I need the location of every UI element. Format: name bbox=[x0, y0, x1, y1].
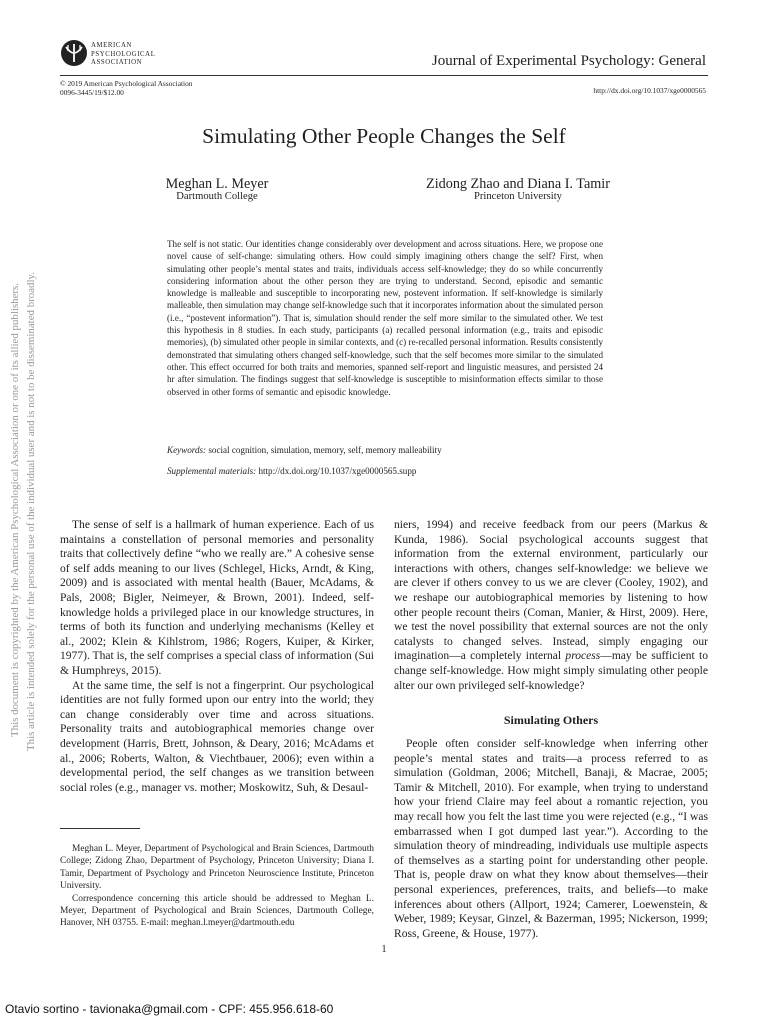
body-left-column bbox=[60, 518, 374, 795]
body-right-column-top bbox=[394, 518, 708, 693]
copyright-side-notice-1: This document is copyrighted by the American Psychological Association or one of its allied publishers. bbox=[9, 283, 21, 737]
author-note-affiliations: Meghan L. Meyer, Department of Psychological and Brain Sciences, Dartmouth College; Zidong Zhao, Department of Psychology, Princeton University; Diana I. Tamir, Department of Psychology and Princeton Neuroscience Institute, Princeton University. bbox=[60, 844, 374, 892]
text-run: —may be sufficient to change self-knowledge. How might simply simulating other people alter our own privileged self-knowledge? bbox=[394, 650, 708, 692]
author-note bbox=[60, 843, 374, 930]
logo-text-line-2: PSYCHOLOGICAL bbox=[91, 50, 156, 58]
copyright-line: © 2019 American Psychological Association bbox=[60, 79, 193, 88]
article-title: Simulating Other People Changes the Self bbox=[202, 124, 566, 148]
body-paragraph: People often consider self-knowledge when inferring other people’s mental states and traits—a process referred to as simulation (Goldman, 2006; Mitchell, Banaji, & Macrae, 2005; Tamir & Mitchell, 2010). For example, when trying to understand how your friend Claire may feel about a romantic rejection, you may recall how you felt the last time you were rejected (e.g., “I was embarrassed when I got dumped last year.”). According to the simulation theory of mindreading, individuals use multiple aspects of themselves as a starting point for understanding other people. That is, people draw on what they know about themselves—their personal experiences, preferences, traits, and beliefs—to make inferences about others (Allport, 1924; Camerer, Loewenstein, & Weber, 1989; Keysar, Ginzel, & Bazerman, 1995; Nickerson, 1999; Ross, Greene, & House, 1977). bbox=[394, 738, 708, 940]
abstract-text: The self is not static. Our identities change considerably over development and across situations. Here, we propose one novel cause of self-change: simulating others. How could simply imagining others change the self? First, when simulating other people’s mental states and traits, individuals access self-knowledge; they do so while concurrently considering information about the other person they are trying to understand. Second, episodic and semantic knowledge is malleable and susceptible to incorporating new, postevent information. If self-knowledge is similarly malleable, then simulation may change self-knowledge such that it incorporates information about the simulated person (i.e., “postevent information”). That is, simulation should render the self more similar to the simulated other. We test this hypothesis in 8 studies. In each study, participants (a) recalled personal information (e.g., traits and episodic memories), (b) simulated other people in similar contexts, and (c) re-recalled personal information. Results consistently demonstrated that simulating others changed self-knowledge, such that the self becomes more similar to the simulated other. This effect occurred for both traits and memories, spanned self-report and linguistic measures, and persisted 24 hr after simulation. The findings suggest that self-knowledge is susceptible to misinformation effects similar to those observed in other forms of semantic and episodic knowledge. bbox=[167, 239, 603, 397]
supplemental-label: Supplemental materials: bbox=[167, 466, 257, 476]
body-paragraph: The sense of self is a hallmark of human experience. Each of us maintains a constellation of personal memories and personality traits that collectively define “who we really are.” A cohesive sense of self adds meaning to our lives (Schlegel, Hicks, Arndt, & King, 2009) and is associated with mental health (Bauer, McAdams, & Pals, 2008; Bigler, Neimeyer, & Brown, 2001). Indeed, self-knowledge holds a privileged place in our knowledge structures, in terms of both its function and underlying mechanisms (Kelley et al., 2002; Klein & Kihlstrom, 1986; Rogers, Kuiper, & Kirker, 1977). That is, the self comprises a special class of information (Sui & Humphreys, 2015). bbox=[60, 519, 374, 677]
issn-line: 0096-3445/19/$12.00 bbox=[60, 87, 124, 97]
apa-logo-icon bbox=[60, 39, 88, 67]
emphasis-process: process bbox=[565, 650, 601, 663]
copyright-side-notice-2: This article is intended solely for the personal use of the individual user and is not to be disseminated broadly. bbox=[25, 272, 37, 751]
keywords bbox=[167, 444, 603, 456]
author-1-affiliation: Dartmouth College bbox=[176, 191, 258, 202]
doi-link[interactable]: http://dx.doi.org/10.1037/xge0000565 bbox=[593, 86, 706, 95]
logo-text-line-3: ASSOCIATION bbox=[91, 59, 143, 66]
section-heading: Simulating Others bbox=[503, 713, 599, 727]
header-rule bbox=[60, 75, 708, 76]
page-number: 1 bbox=[381, 944, 387, 955]
supplemental-materials bbox=[167, 465, 603, 477]
author-note-correspondence: Correspondence concerning this article should be addressed to Meghan L. Meyer, Department of Psychological and Brain Sciences, Dartmouth College, Hanover, NH 03755. E-mail: meghan.l.meyer@dartmouth.edu bbox=[60, 893, 374, 929]
keywords-text: social cognition, simulation, memory, self, memory malleability bbox=[208, 445, 442, 455]
body-paragraph: At the same time, the self is not a fingerprint. Our psychological identities are not fully formed upon our entry into the world; they can change considerably over time and across situations. Personality traits and autobiographical memories change over development (Harris, Brett, Johnson, & Deary, 2016; McAdams et al., 2006; Roberts, Walton, & Viechtbauer, 2006); even within a developmental period, the self changes as we transition between social roles (e.g., manager vs. mother; Moskowitz, Suh, & Desaul- bbox=[60, 679, 374, 794]
author-1-name: Meghan L. Meyer bbox=[165, 176, 269, 192]
abstract bbox=[167, 238, 603, 398]
journal-name: Journal of Experimental Psychology: General bbox=[431, 53, 706, 69]
footnote-rule bbox=[60, 828, 140, 829]
apa-logo bbox=[60, 39, 180, 73]
author-2-affiliation: Princeton University bbox=[474, 191, 562, 202]
body-right-column-bottom bbox=[394, 737, 708, 941]
author-2-name: Zidong Zhao and Diana I. Tamir bbox=[426, 176, 610, 192]
copyright-block bbox=[60, 80, 192, 97]
logo-text-line-1: AMERICAN bbox=[91, 42, 133, 49]
user-watermark: Otavio sortino - tavionaka@gmail.com - CPF: 455.956.618-60 bbox=[5, 1002, 334, 1016]
text-run: niers, 1994) and receive feedback from our peers (Markus & Kunda, 1986). Social psychological accounts suggest that information from the external environment, particularly our interactions with others, changes self-knowledge: we believe we are clever if others convey to us we are clever (Cooley, 1902), and we reshape our autobiographical memories by listening to how other people recount theirs (Coman, Manier, & Hirst, 2009). Here, we test the novel possibility that external sources are not the only catalysts to changed selves. Instead, simply engaging our imagination—a completely internal bbox=[394, 519, 708, 663]
supplemental-link[interactable]: http://dx.doi.org/10.1037/xge0000565.supp bbox=[258, 466, 417, 476]
body-paragraph-continued bbox=[394, 518, 708, 693]
keywords-label: Keywords: bbox=[167, 445, 207, 455]
